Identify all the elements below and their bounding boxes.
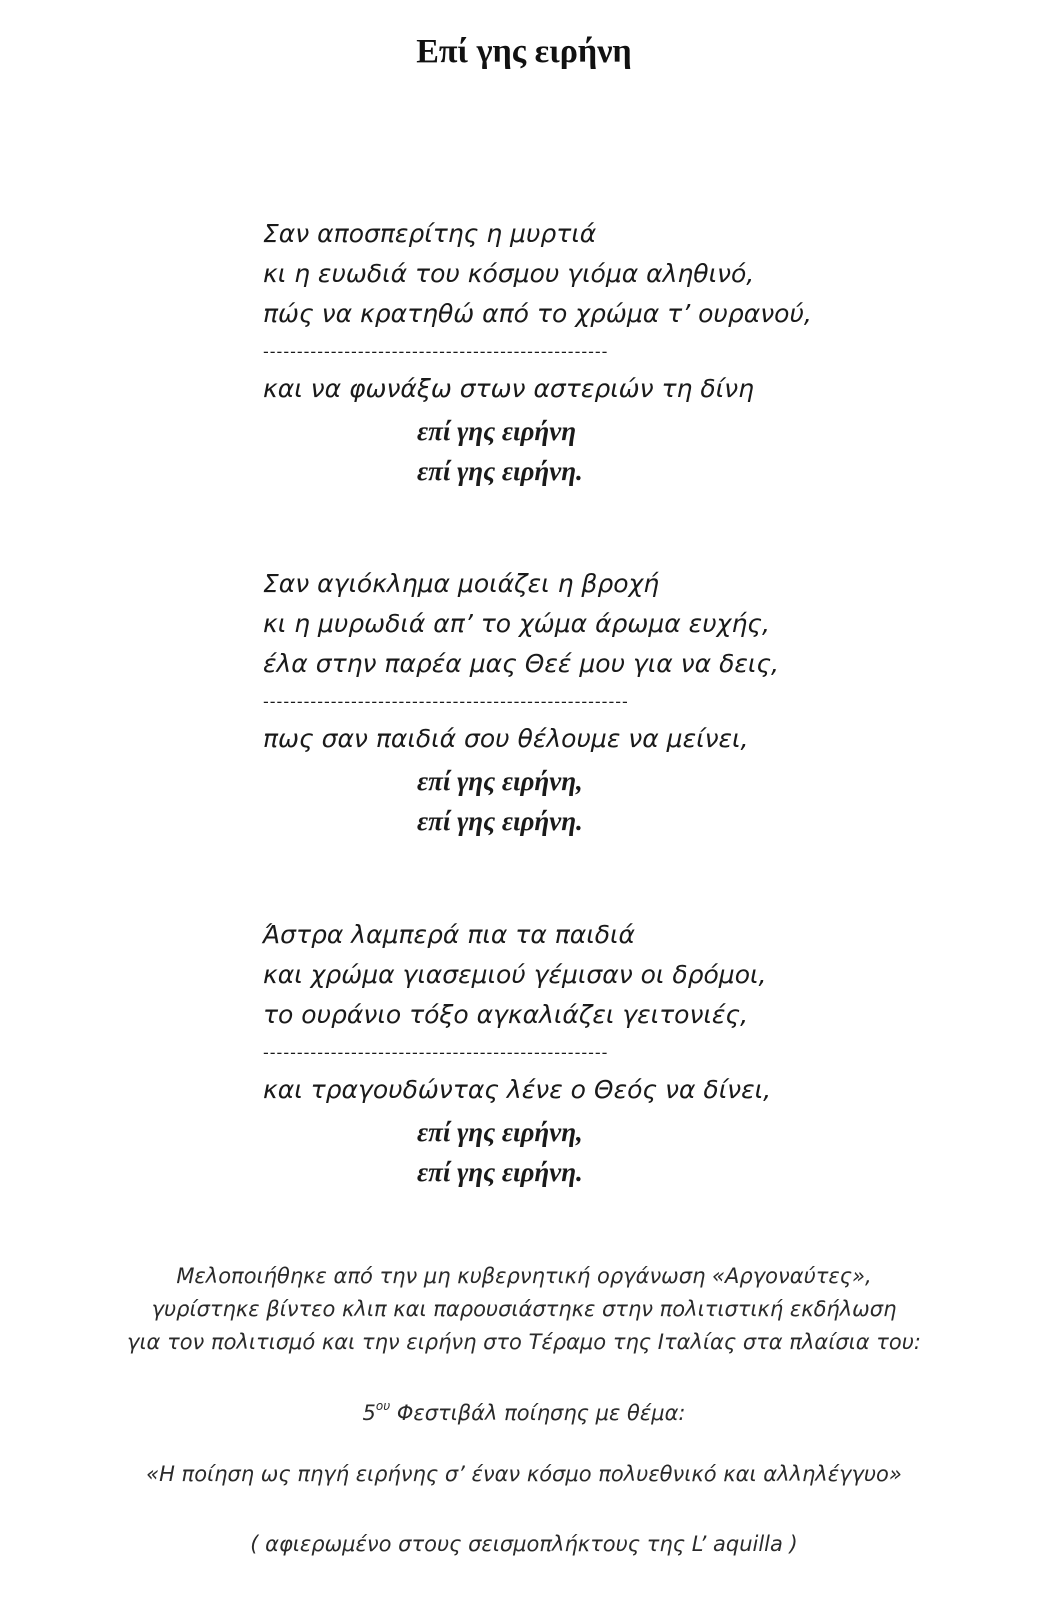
verse-line: και τραγουδώντας λένε ο Θεός να δίνει, — [263, 1075, 772, 1104]
verse-line: πως σαν παιδιά σου θέλουμε να μείνει, — [263, 724, 749, 753]
refrain-line: επί γης ειρήνη, — [417, 1117, 583, 1147]
verse-line: κι η μυρωδιά απ’ το χώμα άρωμα ευχής, — [263, 609, 770, 638]
divider-dashes: ------------------------------------------------------ — [263, 692, 629, 711]
festival-theme: «Η ποίηση ως πηγή ειρήνης σ’ έναν κόσμο πολυεθνικό και αλληλέγγυο» — [146, 1462, 902, 1486]
festival-suffix: ου — [375, 1399, 391, 1413]
verse-line: κι η ευωδιά του κόσμου γιόμα αληθινό, — [263, 259, 755, 288]
refrain-line: επί γης ειρήνη — [417, 416, 577, 446]
festival-text: Φεστιβάλ ποίησης με θέμα: — [390, 1401, 686, 1425]
festival-line — [0, 1390, 1048, 1425]
divider-dashes: --------------------------------------------------- — [263, 1043, 609, 1062]
verse-line: έλα στην παρέα μας Θεέ μου για να δεις, — [263, 649, 779, 678]
footer-note-line: γυρίστηκε βίντεο κλιπ και παρουσιάστηκε στην πολιτιστική εκδήλωση — [151, 1297, 897, 1321]
refrain-line: επί γης ειρήνη, — [417, 766, 583, 796]
verse-line: πώς να κρατηθώ από το χρώμα τ’ ουρανού, — [263, 299, 812, 328]
refrain-line: επί γης ειρήνη. — [417, 456, 583, 486]
footer-note-line: Μελοποιήθηκε από την μη κυβερνητική οργάνωση «Αργοναύτες», — [176, 1264, 872, 1288]
divider-dashes: --------------------------------------------------- — [263, 342, 609, 361]
verse-line: και να φωνάξω στων αστεριών τη δίνη — [263, 374, 754, 403]
verse-line: Σαν αγιόκλημα μοιάζει η βροχή — [263, 569, 660, 598]
verse-line: Σαν αποσπερίτης η μυρτιά — [263, 219, 597, 248]
festival-number: 5 — [362, 1401, 376, 1425]
verse-line: το ουράνιο τόξο αγκαλιάζει γειτονιές, — [263, 1000, 749, 1029]
verse-line: Άστρα λαμπερά πια τα παιδιά — [263, 920, 635, 949]
refrain-line: επί γης ειρήνη. — [417, 806, 583, 836]
refrain-line: επί γης ειρήνη. — [417, 1157, 583, 1187]
page-title: Επί γης ειρήνη — [416, 33, 632, 70]
verse-line: και χρώμα γιασεμιού γέμισαν οι δρόμοι, — [263, 960, 767, 989]
footer-note-line: για τον πολιτισμό και την ειρήνη στο Τέραμο της Ιταλίας στα πλαίσια του: — [127, 1330, 921, 1354]
dedication: ( αφιερωμένο στους σεισμοπλήκτους της L’ aquilla ) — [250, 1532, 798, 1556]
